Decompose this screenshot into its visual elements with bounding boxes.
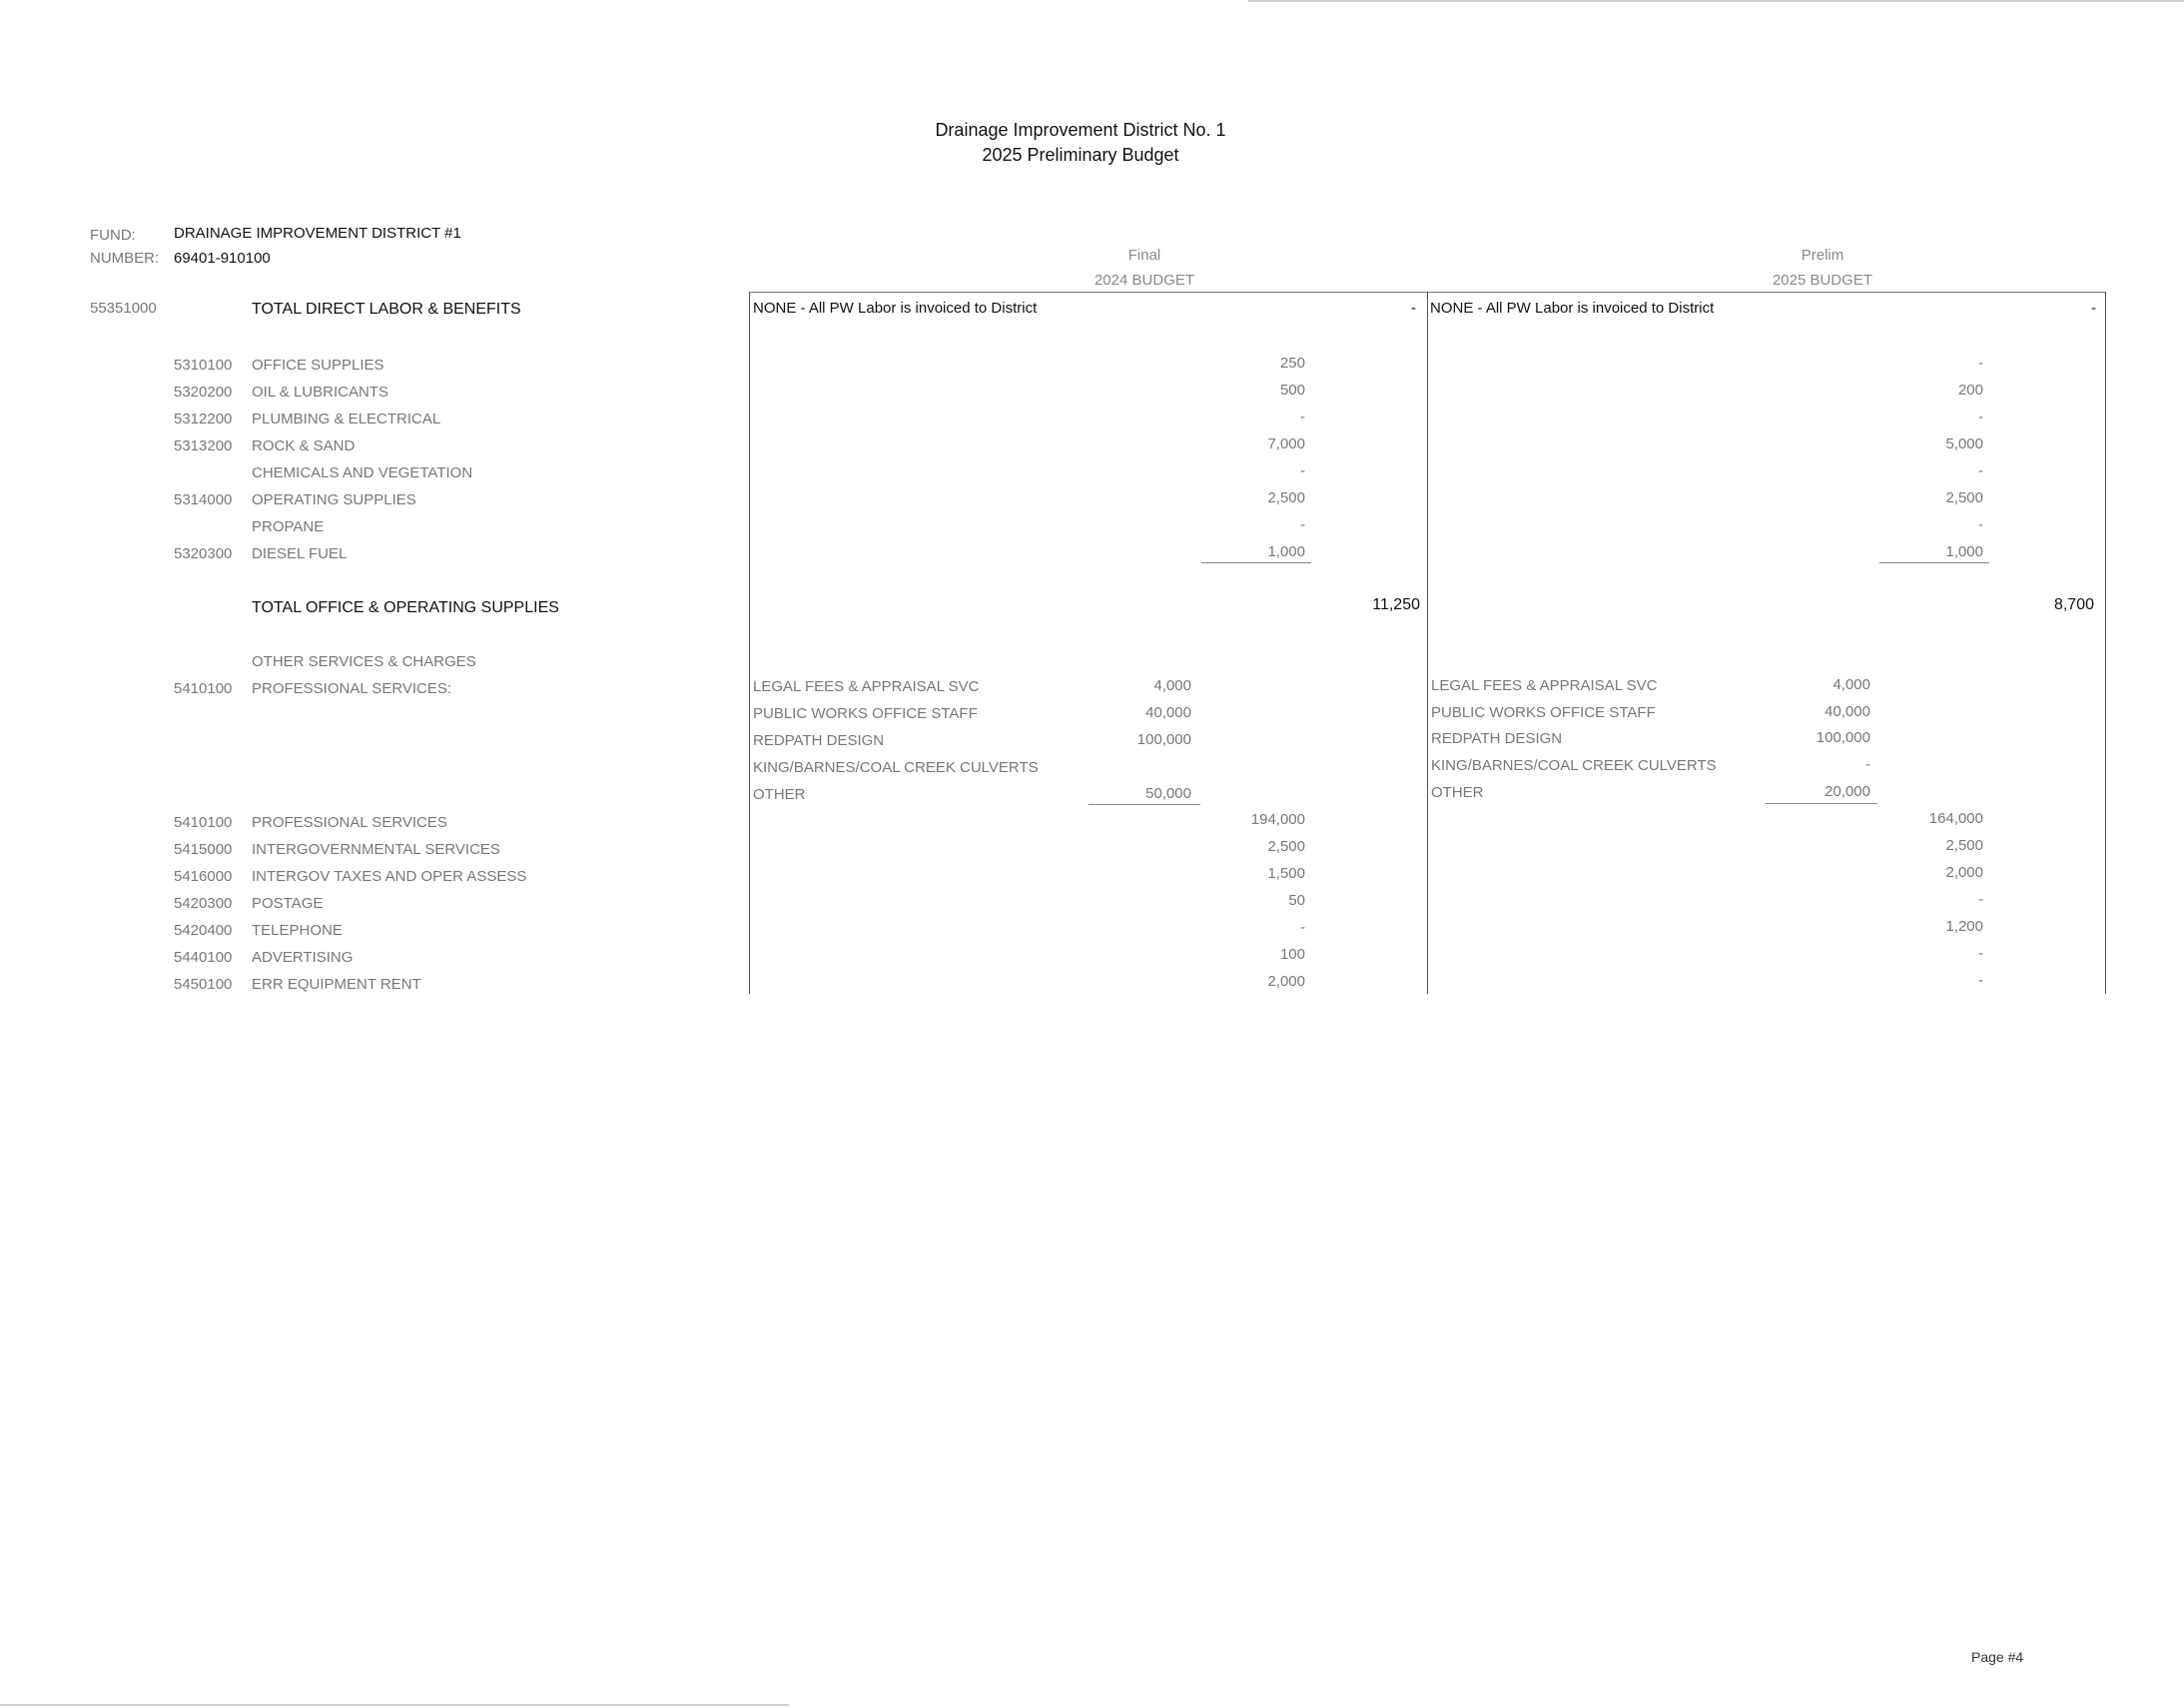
account-code: 5420300: [174, 895, 233, 912]
amount-2024: 2,000: [1267, 973, 1305, 990]
amount-2025: -: [1978, 462, 1983, 479]
detail-amount-2024: 40,000: [1145, 704, 1191, 721]
labor-code: 55351000: [90, 300, 157, 317]
page-number: Page #4: [1971, 1649, 2024, 1665]
detail-amount-2024: 4,000: [1153, 677, 1191, 694]
amount-2024: 100: [1279, 946, 1305, 963]
column-line-left: [749, 292, 750, 994]
amount-2025: -: [1978, 972, 1983, 989]
labor-note-2025: NONE - All PW Labor is invoiced to District: [1430, 300, 1715, 317]
account-label: PROPANE: [252, 518, 325, 535]
amount-2025: 1,200: [1945, 918, 1983, 935]
amount-2024: -: [1300, 409, 1305, 426]
document-subtitle: 2025 Preliminary Budget: [982, 145, 1179, 165]
detail-name-2025: LEGAL FEES & APPRAISAL SVC: [1431, 677, 1658, 694]
account-label: ADVERTISING: [252, 949, 354, 966]
amount-2025: 2,000: [1945, 864, 1983, 881]
account-label: TELEPHONE: [252, 922, 343, 939]
account-code: 5312200: [174, 411, 233, 427]
scan-edge-top: [1248, 0, 2184, 2]
amount-2025: -: [1978, 945, 1983, 962]
amount-2024: -: [1300, 919, 1305, 936]
supplies-total-label: TOTAL OFFICE & OPERATING SUPPLIES: [252, 599, 559, 616]
detail-name-2025: PUBLIC WORKS OFFICE STAFF: [1431, 704, 1656, 721]
account-label: INTERGOV TAXES AND OPER ASSESS: [252, 868, 527, 885]
account-label: INTERGOVERNMENTAL SERVICES: [252, 841, 500, 858]
detail-amount-2025: 20,000: [1824, 783, 1870, 800]
amount-2024: 2,500: [1267, 838, 1305, 855]
account-code: 5420400: [174, 922, 233, 939]
amount-2024: 2,500: [1267, 489, 1305, 506]
document-title: Drainage Improvement District No. 1: [935, 120, 1226, 140]
amount-2025: 200: [1957, 382, 1983, 399]
detail-subtotal-rule-2025: [1766, 803, 1877, 804]
fund-label: FUND:: [90, 227, 136, 244]
prelim-col-year: 2025 BUDGET: [1772, 272, 1873, 289]
labor-label: TOTAL DIRECT LABOR & BENEFITS: [252, 301, 521, 318]
amount-2025: 1,000: [1945, 543, 1983, 560]
detail-amount-2025: 40,000: [1824, 703, 1870, 720]
final-col-year: 2024 BUDGET: [1093, 272, 1195, 289]
final-col-header: Final: [1127, 247, 1161, 264]
account-label: OFFICE SUPPLIES: [252, 357, 384, 374]
detail-amount-2024: 100,000: [1136, 731, 1191, 748]
amount-2024: 1,000: [1267, 543, 1305, 560]
column-line-middle: [1427, 292, 1428, 994]
detail-name-2024: KING/BARNES/COAL CREEK CULVERTS: [753, 759, 1039, 776]
account-code: 5450100: [174, 976, 233, 993]
amount-2025: 2,500: [1945, 837, 1983, 854]
professional-services-code: 5410100: [174, 680, 233, 697]
detail-name-2024: OTHER: [753, 786, 806, 803]
amount-2024: -: [1300, 516, 1305, 533]
number-value: 69401-910100: [174, 250, 271, 267]
detail-amount-2025: -: [1865, 756, 1870, 773]
scan-edge-bottom: [0, 1704, 789, 1706]
detail-name-2024: PUBLIC WORKS OFFICE STAFF: [753, 705, 978, 722]
amount-2024: 194,000: [1250, 811, 1305, 828]
amount-2024: 7,000: [1267, 435, 1305, 452]
detail-amount-2025: 100,000: [1816, 729, 1870, 746]
amount-2024: 1,500: [1267, 865, 1305, 882]
number-label: NUMBER:: [90, 250, 160, 267]
amount-2025: -: [1978, 516, 1983, 533]
supplies-total-2024: 11,250: [1372, 596, 1420, 613]
amount-2025: 2,500: [1945, 489, 1983, 506]
amount-2025: -: [1978, 891, 1983, 908]
account-code: 5320300: [174, 545, 233, 562]
detail-name-2025: REDPATH DESIGN: [1431, 730, 1563, 747]
account-label: DIESEL FUEL: [252, 545, 348, 562]
detail-amount-2025: 4,000: [1832, 676, 1870, 693]
detail-name-2024: LEGAL FEES & APPRAISAL SVC: [753, 678, 980, 695]
fund-value: DRAINAGE IMPROVEMENT DISTRICT #1: [174, 225, 461, 242]
amount-2024: 500: [1279, 382, 1305, 399]
labor-value-2024: -: [1411, 300, 1416, 317]
amount-2025: 5,000: [1945, 435, 1983, 452]
detail-amount-2024: 50,000: [1145, 785, 1191, 802]
column-line-right: [2105, 292, 2106, 994]
account-code: 5313200: [174, 437, 233, 454]
amount-2024: 250: [1279, 355, 1305, 372]
account-code: 5415000: [174, 841, 233, 858]
detail-subtotal-rule-2024: [1089, 804, 1200, 805]
supplies-subtotal-rule-2025: [1879, 562, 1989, 563]
other-services-heading: OTHER SERVICES & CHARGES: [252, 653, 476, 670]
account-code: 5320200: [174, 384, 233, 401]
account-label: CHEMICALS AND VEGETATION: [252, 464, 473, 481]
labor-note-2024: NONE - All PW Labor is invoiced to District: [753, 300, 1038, 317]
amount-2025: -: [1978, 409, 1983, 426]
account-label: ERR EQUIPMENT RENT: [252, 976, 421, 993]
detail-name-2024: REDPATH DESIGN: [753, 732, 885, 749]
account-label: ROCK & SAND: [252, 437, 356, 454]
detail-name-2025: OTHER: [1431, 784, 1484, 801]
amount-2025: -: [1978, 355, 1983, 372]
account-code: 5310100: [174, 357, 233, 374]
amount-2025: 164,000: [1928, 810, 1983, 827]
amount-2024: 50: [1288, 892, 1305, 909]
account-code: 5410100: [174, 814, 233, 831]
account-label: OIL & LUBRICANTS: [252, 384, 388, 401]
account-code: 5416000: [174, 868, 233, 885]
detail-name-2025: KING/BARNES/COAL CREEK CULVERTS: [1431, 757, 1717, 774]
amount-2024: -: [1300, 462, 1305, 479]
labor-value-2025: -: [2091, 300, 2096, 317]
supplies-subtotal-rule-2024: [1201, 562, 1311, 563]
account-code: 5314000: [174, 491, 233, 508]
account-label: PLUMBING & ELECTRICAL: [252, 411, 441, 427]
account-label: PROFESSIONAL SERVICES: [252, 814, 447, 831]
supplies-total-2025: 8,700: [2053, 596, 2094, 613]
account-code: 5440100: [174, 949, 233, 966]
account-label: POSTAGE: [252, 895, 324, 912]
account-label: OPERATING SUPPLIES: [252, 491, 416, 508]
prelim-col-header: Prelim: [1801, 247, 1844, 264]
professional-services-label: PROFESSIONAL SERVICES:: [252, 680, 452, 697]
